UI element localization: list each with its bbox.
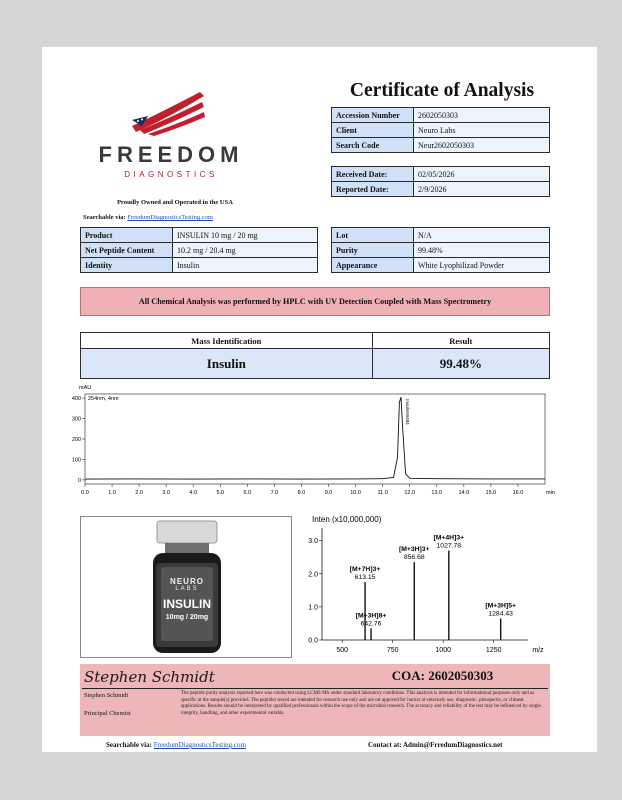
peak-ion-label: [M+7H]3+ xyxy=(349,566,381,574)
y-tick-label: 0.0 xyxy=(308,637,318,645)
chemist-title: Principal Chemist xyxy=(84,710,131,717)
net-peptide-label: Net Peptide Content xyxy=(81,243,173,258)
x-tick-label: 12.0 xyxy=(404,490,416,496)
peak-mz-label: 1284.43 xyxy=(488,610,513,618)
x-tick-label: 500 xyxy=(336,647,349,654)
y-tick-label: 2.0 xyxy=(308,571,318,579)
purity-value: 99.48% xyxy=(414,243,550,258)
x-tick-label: 1.0 xyxy=(108,490,116,496)
product-label: Product xyxy=(81,228,173,243)
table-row xyxy=(332,108,550,123)
y-tick-label: 100 xyxy=(71,457,81,464)
x-tick-label: 13.0 xyxy=(431,490,443,496)
searchable-line xyxy=(83,214,213,221)
table-row xyxy=(332,258,550,273)
table-row xyxy=(81,258,318,273)
x-tick-label: 1250 xyxy=(485,647,502,654)
footer-search-label: Searchable via: xyxy=(106,741,152,749)
vial-product: INSULIN xyxy=(163,597,211,611)
x-tick-label: 7.0 xyxy=(270,490,279,496)
y-tick-label: 1.0 xyxy=(308,604,318,612)
result-header: Result xyxy=(372,333,549,349)
identity-label: Identity xyxy=(81,258,173,273)
table-row xyxy=(332,123,550,138)
accession-number-value: 2602050303 xyxy=(414,108,550,123)
lot-table xyxy=(331,227,550,273)
peak-mz-label: 642.76 xyxy=(360,620,382,628)
product-value: INSULIN 10 mg / 20 mg xyxy=(173,228,318,243)
x-tick-label: 15.0 xyxy=(485,490,497,496)
peak-ion-label: [M+3H]5+ xyxy=(485,602,516,610)
x-tick-label: 11.0 xyxy=(377,490,388,496)
hplc-chromatogram xyxy=(71,384,555,502)
mass-spectrum xyxy=(300,512,554,660)
coa-number: COA: 2602050303 xyxy=(391,668,494,683)
mass-id-header: Mass Identification xyxy=(81,333,373,349)
table-row xyxy=(81,349,550,379)
x-tick-label: 750 xyxy=(386,647,399,654)
y-tick-label: 3.0 xyxy=(308,538,318,546)
x-tick-label: 1000 xyxy=(435,647,451,654)
x-tick-label: 3.0 xyxy=(162,490,171,496)
reported-date-value: 2/9/2026 xyxy=(414,182,550,197)
footer-search xyxy=(106,741,246,749)
purity-label: Purity xyxy=(332,243,414,258)
y-tick-label: 400 xyxy=(71,396,81,403)
received-date-value: 02/05/2026 xyxy=(414,167,550,182)
peak-ion-label: [M+3H]8+ xyxy=(355,612,387,620)
x-unit-label: m/z xyxy=(532,647,544,654)
detector-label: 254nm, 4nm xyxy=(88,396,119,402)
x-unit-label: min xyxy=(546,490,555,496)
footer-contact: Contact at: Admin@FrredumDiagnostics.net xyxy=(368,741,503,749)
peak-label: Insulin99484 xyxy=(405,399,411,425)
chemist-name: Stephen Schmidt xyxy=(84,692,129,699)
search-code-value: Neur2602050303 xyxy=(414,138,550,153)
reported-date-label: Reported Date: xyxy=(332,182,414,197)
y-tick-label: 300 xyxy=(71,416,81,423)
table-row xyxy=(332,243,550,258)
searchable-label: Searchable via: xyxy=(83,214,126,221)
table-row xyxy=(332,167,550,182)
x-tick-label: 4.0 xyxy=(189,490,198,496)
client-label: Client xyxy=(332,123,414,138)
peak-mz-label: 856.68 xyxy=(403,554,425,562)
certificate-title: Certificate of Analysis xyxy=(349,80,535,101)
chromatogram-line xyxy=(85,397,545,479)
table-row xyxy=(332,228,550,243)
vial-photo xyxy=(80,516,292,658)
peak-ion-label: [M+4H]3+ xyxy=(433,534,465,542)
net-peptide-value: 10.2 mg / 20.4 mg xyxy=(173,243,318,258)
brand-name: FREEDOM xyxy=(98,142,244,167)
brand-tagline: Proudly Owned and Operated in the USA xyxy=(117,199,233,206)
vial-dose: 10mg / 20mg xyxy=(165,614,209,621)
accession-table xyxy=(331,107,550,153)
lot-label: Lot xyxy=(332,228,414,243)
x-tick-label: 0.0 xyxy=(81,490,89,496)
peak-mz-label: 613.15 xyxy=(354,574,376,582)
vial-brand: NEURO xyxy=(170,577,204,586)
table-row xyxy=(332,182,550,197)
table-header-row xyxy=(81,333,550,349)
y-axis-label: mAU xyxy=(79,385,92,391)
signature-script: Stephen Schmidt xyxy=(84,668,215,686)
table-row xyxy=(81,228,318,243)
appearance-value: White Lyophilizad Powder xyxy=(414,258,550,273)
footer-search-link[interactable]: FreedumDiagnosticsTesting.com xyxy=(153,741,246,749)
x-tick-label: 10.0 xyxy=(350,490,361,496)
y-tick-label: 0 xyxy=(77,477,81,484)
search-code-label: Search Code xyxy=(332,138,414,153)
vial-brand-2: LABS xyxy=(175,586,199,592)
received-date-label: Received Date: xyxy=(332,167,414,182)
product-table xyxy=(80,227,318,273)
accession-number-label: Accession Number xyxy=(332,108,414,123)
table-row xyxy=(81,243,318,258)
peak-ion-label: [M+3H]3+ xyxy=(398,546,430,554)
results-table xyxy=(80,332,550,379)
table-row xyxy=(332,138,550,153)
x-tick-label: 2.0 xyxy=(135,490,143,496)
client-value: Neuro Labs xyxy=(414,123,550,138)
chart-title: Inten (x10,000,000) xyxy=(312,515,382,524)
appearance-label: Appearance xyxy=(332,258,414,273)
brand-subtitle: DIAGNOSTICS xyxy=(124,170,218,179)
x-tick-label: 8.0 xyxy=(297,490,306,496)
plot-frame xyxy=(85,394,545,484)
x-tick-label: 14.0 xyxy=(458,490,470,496)
x-tick-label: 16.0 xyxy=(512,490,524,496)
x-tick-label: 9.0 xyxy=(324,490,333,496)
y-tick-label: 200 xyxy=(71,437,81,443)
dates-table xyxy=(331,166,550,197)
result-value: 99.48% xyxy=(372,349,549,379)
peak-mz-label: 1027.78 xyxy=(436,542,462,550)
flag-swoosh-icon xyxy=(128,90,212,136)
x-tick-label: 5.0 xyxy=(216,490,225,496)
identity-value: Insulin xyxy=(173,258,318,273)
x-tick-label: 6.0 xyxy=(243,490,252,496)
mass-id-value: Insulin xyxy=(81,349,373,379)
divider xyxy=(82,688,548,689)
lot-value: N/A xyxy=(414,228,550,243)
disclaimer-text: The peptide purity analysis reported here was conducted using LCMS MS under standard laboratory conditions. This analysis is intended for informational purposes only and as specific at the sample(s) provided. The peptider tested are intended for research use only and are ort appoved for hurnar at vetecnaly use, diagnostic, pleuspertic, or climeat applications. Results should be interpreted by qualified professionals within the scope of the microbial research. The accuracy and reliability of the test may be influenced by single integrity, handling, and other experimental variabls. xyxy=(181,691,541,716)
searchable-link[interactable]: FreedumDiagnosticsTesting.com xyxy=(127,214,213,221)
method-banner: All Chemical Analysis was performed by HPLC with UV Detection Coupled with Mass Spectrometry xyxy=(80,287,550,316)
